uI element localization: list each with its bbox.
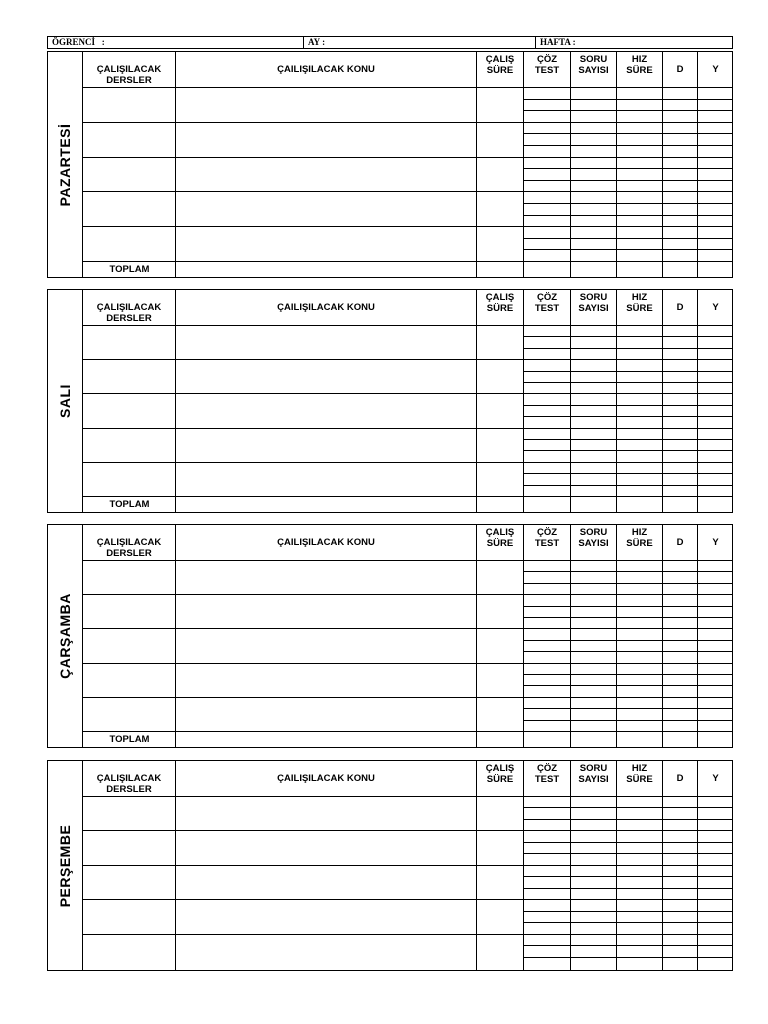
metric-subrow[interactable] xyxy=(524,698,732,721)
study-grid xyxy=(83,761,732,970)
col-header-soru-text: SAYISI xyxy=(578,65,609,76)
study-row[interactable] xyxy=(83,698,732,732)
col-header-hiz-text: HIZ xyxy=(631,54,648,65)
col-header-coz xyxy=(524,52,571,87)
metric-subrow[interactable] xyxy=(524,831,732,854)
study-row[interactable] xyxy=(83,935,732,969)
metric-subrow[interactable] xyxy=(524,900,732,923)
metric-subrow[interactable] xyxy=(524,664,732,687)
col-header-y xyxy=(698,761,733,796)
col-header-coz xyxy=(524,525,571,560)
col-header-y xyxy=(698,525,733,560)
col-header-hiz-text: SÜRE xyxy=(626,774,653,785)
day-block xyxy=(47,51,733,278)
col-header-coz-text: TEST xyxy=(534,774,560,785)
col-header-hiz xyxy=(617,761,663,796)
col-header-dersler-text: DERSLER xyxy=(106,75,152,86)
col-header-hiz-text: SÜRE xyxy=(626,303,653,314)
col-header-d-text: D xyxy=(676,773,684,784)
metric-subrow[interactable] xyxy=(524,629,732,652)
col-header-y xyxy=(698,290,733,325)
col-header-konu xyxy=(176,52,477,87)
day-name: PAZARTESİ xyxy=(57,123,73,206)
col-header-konu-text: ÇAILIŞILACAK KONU xyxy=(277,773,375,784)
study-row[interactable] xyxy=(83,227,732,262)
metric-subrow[interactable] xyxy=(524,326,732,349)
col-header-coz xyxy=(524,290,571,325)
col-header-dersler-text: DERSLER xyxy=(106,548,152,559)
col-header-y xyxy=(698,52,733,87)
col-header-coz-text: ÇÖZ xyxy=(536,763,558,774)
study-row[interactable] xyxy=(83,123,732,158)
metric-subrow[interactable] xyxy=(524,595,732,618)
col-header-soru-text: SORU xyxy=(579,763,608,774)
col-header-coz-text: ÇÖZ xyxy=(536,54,558,65)
col-header-soru-text: SAYISI xyxy=(578,774,609,785)
col-header-hiz xyxy=(617,52,663,87)
col-header-soru xyxy=(571,52,617,87)
col-header-d-text: D xyxy=(676,302,684,313)
col-header-dersler-text: ÇALIŞILACAK xyxy=(96,537,162,548)
col-header-calis-text: ÇALIŞ xyxy=(485,54,515,65)
col-header-dersler xyxy=(83,761,176,796)
day-block xyxy=(47,289,733,513)
col-header-dersler xyxy=(83,525,176,560)
metric-subrow[interactable] xyxy=(524,123,732,146)
study-row[interactable] xyxy=(83,394,732,428)
col-header-soru-text: SAYISI xyxy=(578,538,609,549)
metric-subrow[interactable] xyxy=(524,797,732,820)
col-header-d-text: D xyxy=(676,64,684,75)
col-header-hiz-text: HIZ xyxy=(631,763,648,774)
col-header-coz xyxy=(524,761,571,796)
col-header-calis-text: SÜRE xyxy=(486,303,514,314)
study-row[interactable] xyxy=(83,192,732,227)
col-header-d xyxy=(663,761,698,796)
col-header-konu xyxy=(176,290,477,325)
col-header-d-text: D xyxy=(676,537,684,548)
col-header-hiz xyxy=(617,290,663,325)
col-header-soru-text: SORU xyxy=(579,54,608,65)
week-field[interactable]: HAFTA : xyxy=(540,37,576,47)
col-header-soru-text: SORU xyxy=(579,292,608,303)
metric-subrow[interactable] xyxy=(524,429,732,452)
col-header-konu xyxy=(176,525,477,560)
total-label: TOPLAM xyxy=(109,264,150,275)
study-row[interactable] xyxy=(83,797,732,831)
col-header-dersler-text: ÇALIŞILACAK xyxy=(96,773,162,784)
col-header-calis xyxy=(477,761,524,796)
study-row[interactable] xyxy=(83,326,732,360)
col-header-calis-text: ÇALIŞ xyxy=(485,292,515,303)
study-grid xyxy=(83,290,732,512)
study-row[interactable] xyxy=(83,429,732,463)
col-header-hiz-text: SÜRE xyxy=(626,538,653,549)
study-row[interactable] xyxy=(83,831,732,865)
col-header-soru xyxy=(571,290,617,325)
col-header-soru xyxy=(571,761,617,796)
metric-subrow[interactable] xyxy=(524,561,732,584)
col-header-konu-text: ÇAILIŞILACAK KONU xyxy=(277,302,375,313)
metric-subrow[interactable] xyxy=(524,935,732,958)
col-header-calis xyxy=(477,290,524,325)
col-header-konu-text: ÇAILIŞILACAK KONU xyxy=(277,537,375,548)
study-grid xyxy=(83,52,732,277)
col-header-konu-text: ÇAILIŞILACAK KONU xyxy=(277,64,375,75)
col-header-calis xyxy=(477,525,524,560)
col-header-hiz-text: HIZ xyxy=(631,292,648,303)
metric-subrow[interactable] xyxy=(524,360,732,383)
study-row[interactable] xyxy=(83,88,732,123)
total-row xyxy=(83,263,732,277)
total-row xyxy=(83,498,732,512)
col-header-soru-text: SORU xyxy=(579,527,608,538)
col-header-coz-text: TEST xyxy=(534,65,560,76)
study-grid xyxy=(83,525,732,747)
col-header-coz-text: TEST xyxy=(534,538,560,549)
study-row[interactable] xyxy=(83,595,732,629)
column-header-row xyxy=(83,525,732,561)
col-header-dersler xyxy=(83,52,176,87)
total-label: TOPLAM xyxy=(109,499,150,510)
total-row xyxy=(83,733,732,747)
metric-subrow[interactable] xyxy=(524,192,732,215)
col-header-konu xyxy=(176,761,477,796)
col-header-y-text: Y xyxy=(712,64,719,75)
col-header-dersler-text: DERSLER xyxy=(106,313,152,324)
day-block xyxy=(47,524,733,748)
col-header-y-text: Y xyxy=(712,773,719,784)
day-name: SALI xyxy=(57,384,73,418)
study-row[interactable] xyxy=(83,629,732,663)
day-block xyxy=(47,760,733,971)
col-header-calis-text: ÇALIŞ xyxy=(485,763,515,774)
col-header-calis-text: SÜRE xyxy=(486,774,514,785)
day-name-cell xyxy=(48,290,83,512)
student-name-field[interactable]: ÖGRENCİ : xyxy=(48,37,304,48)
col-header-d xyxy=(663,525,698,560)
col-header-dersler-text: ÇALIŞILACAK xyxy=(96,64,162,75)
study-row[interactable] xyxy=(83,158,732,193)
day-name: PERŞEMBE xyxy=(57,824,73,907)
col-header-hiz-text: SÜRE xyxy=(626,65,653,76)
study-row[interactable] xyxy=(83,866,732,900)
col-header-coz-text: TEST xyxy=(534,303,560,314)
total-label: TOPLAM xyxy=(109,734,150,745)
col-header-calis-text: SÜRE xyxy=(486,538,514,549)
day-name-cell xyxy=(48,52,83,277)
col-header-dersler-text: ÇALIŞILACAK xyxy=(96,302,162,313)
col-header-calis-text: ÇALIŞ xyxy=(485,527,515,538)
day-name: ÇARŞAMBA xyxy=(57,593,73,679)
col-header-y-text: Y xyxy=(712,537,719,548)
student-info-bar xyxy=(47,36,733,49)
study-row[interactable] xyxy=(83,561,732,595)
study-row[interactable] xyxy=(83,360,732,394)
col-header-hiz-text: HIZ xyxy=(631,527,648,538)
month-field[interactable]: AY : xyxy=(304,37,536,48)
col-header-coz-text: ÇÖZ xyxy=(536,527,558,538)
metric-subrow[interactable] xyxy=(524,866,732,889)
day-name-cell xyxy=(48,761,83,970)
col-header-calis xyxy=(477,52,524,87)
metric-subrow[interactable] xyxy=(524,88,732,111)
metric-subrow[interactable] xyxy=(524,394,732,417)
col-header-hiz xyxy=(617,525,663,560)
metric-subrow[interactable] xyxy=(524,158,732,181)
column-header-row xyxy=(83,761,732,797)
col-header-d xyxy=(663,290,698,325)
col-header-calis-text: SÜRE xyxy=(486,65,514,76)
col-header-d xyxy=(663,52,698,87)
metric-subrow[interactable] xyxy=(524,463,732,486)
day-name-cell xyxy=(48,525,83,747)
study-row[interactable] xyxy=(83,664,732,698)
study-row[interactable] xyxy=(83,900,732,934)
metric-subrow[interactable] xyxy=(524,227,732,250)
col-header-dersler xyxy=(83,290,176,325)
study-row[interactable] xyxy=(83,463,732,497)
col-header-soru xyxy=(571,525,617,560)
col-header-dersler-text: DERSLER xyxy=(106,784,152,795)
col-header-coz-text: ÇÖZ xyxy=(536,292,558,303)
column-header-row xyxy=(83,290,732,326)
col-header-soru-text: SAYISI xyxy=(578,303,609,314)
column-header-row xyxy=(83,52,732,88)
col-header-y-text: Y xyxy=(712,302,719,313)
